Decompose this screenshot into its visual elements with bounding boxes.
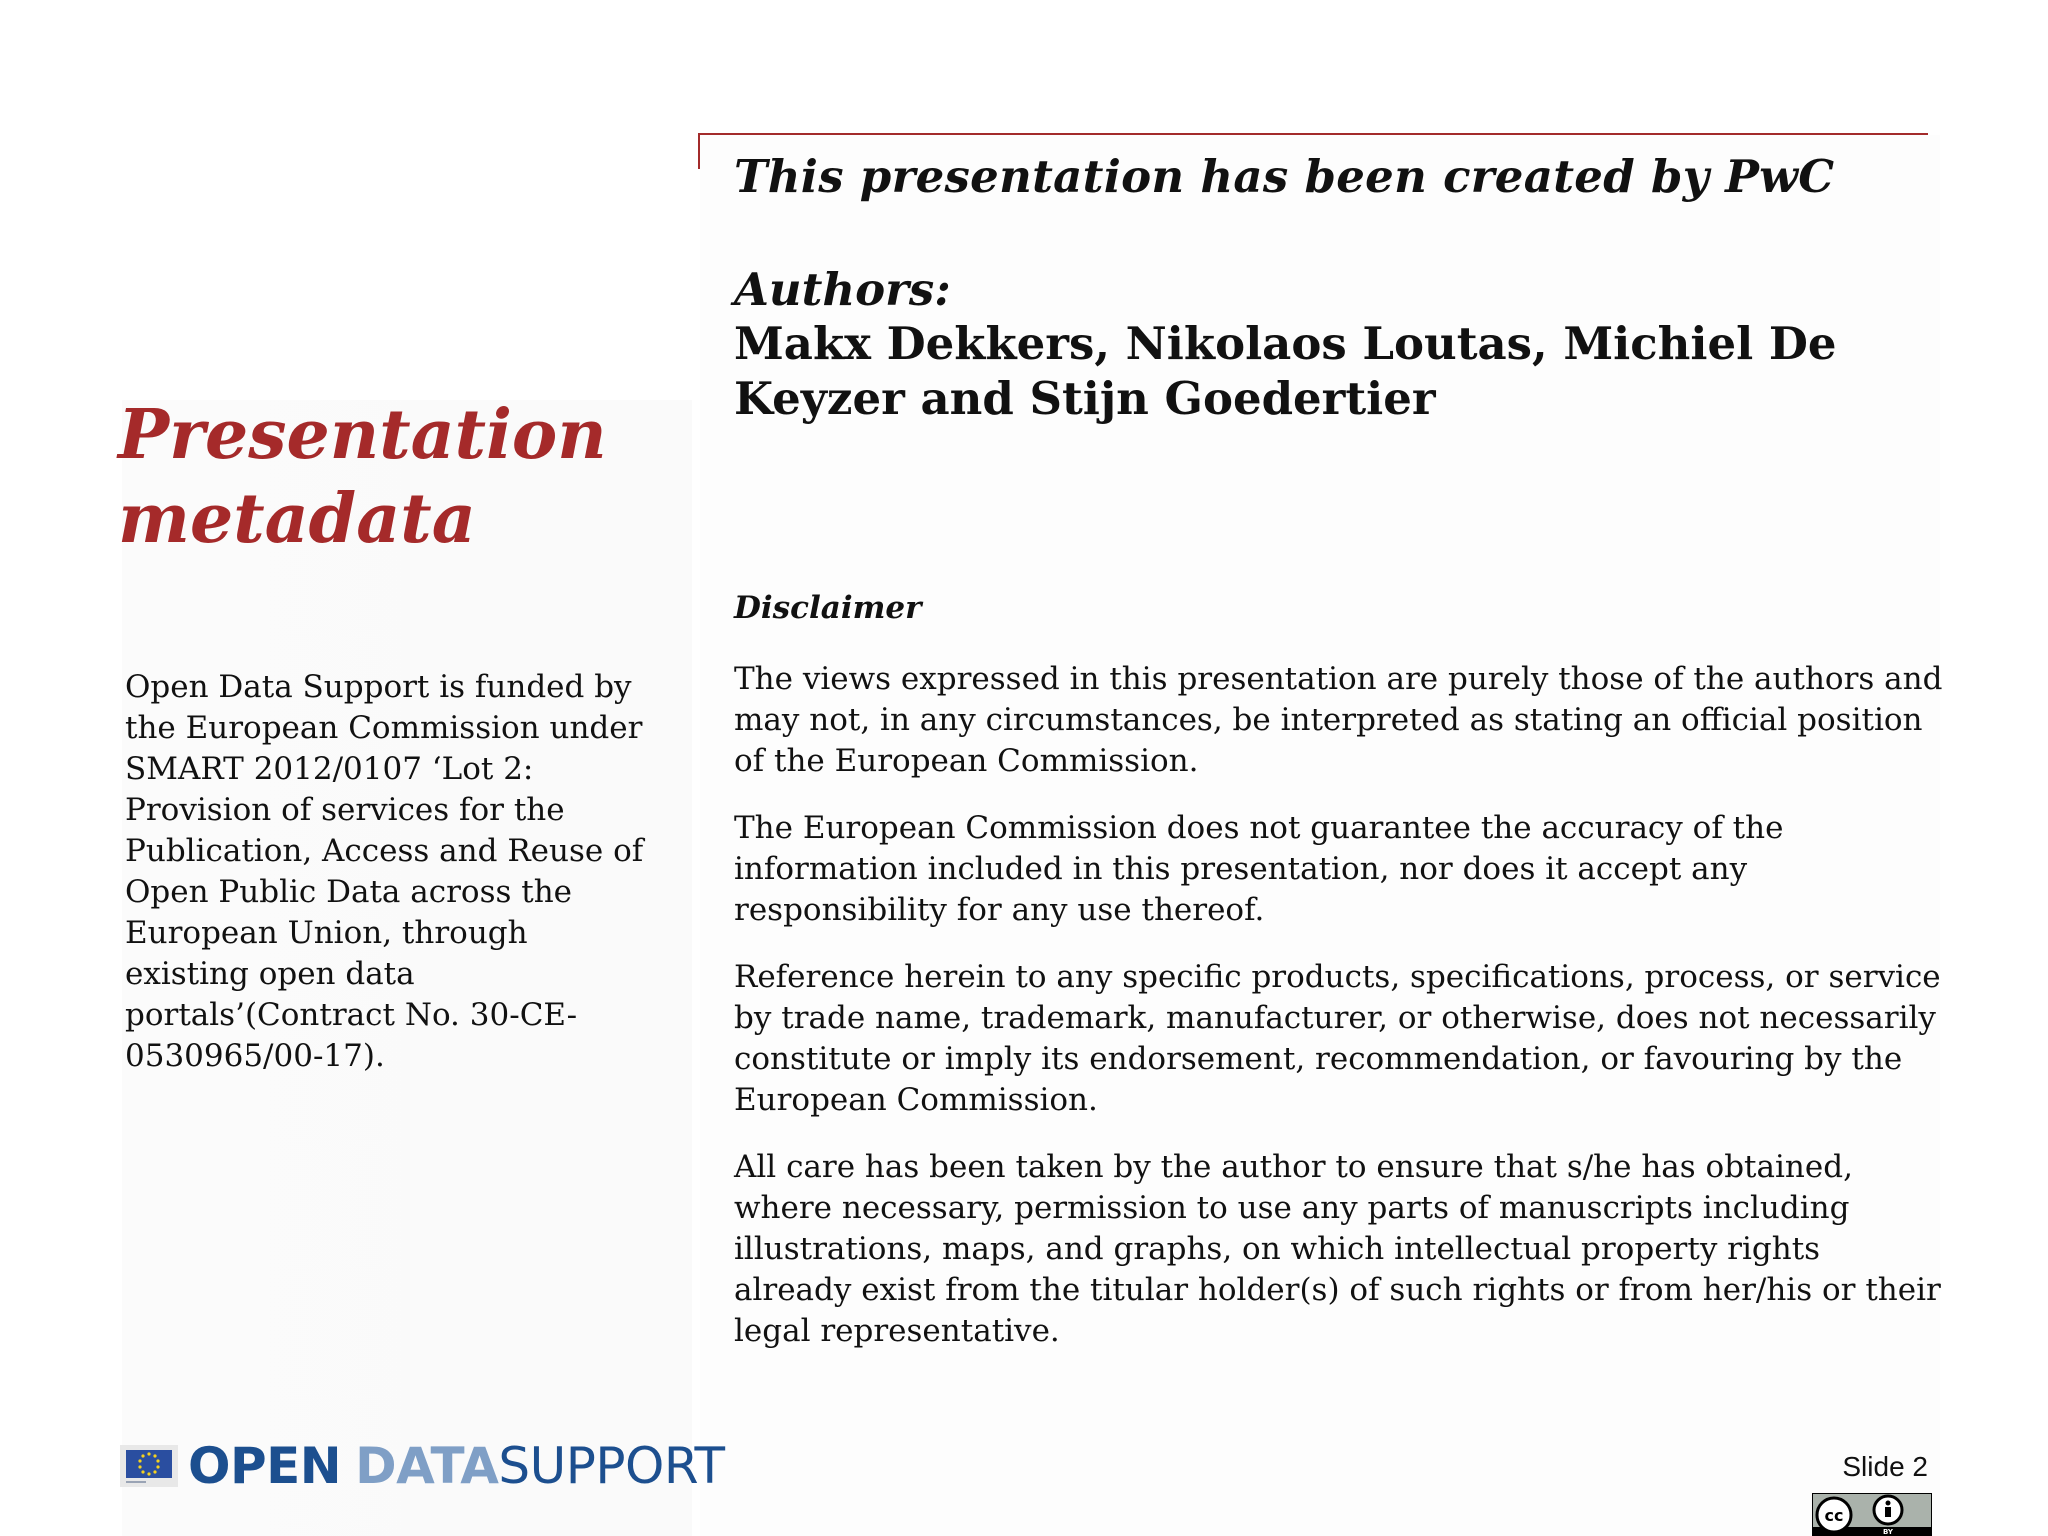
disclaimer-body <box>734 659 1944 1378</box>
logo-support-text: SUPPORT <box>498 1437 725 1495</box>
disclaimer-heading: Disclaimer <box>734 590 922 626</box>
cc-by-icon <box>1812 1493 1932 1536</box>
disclaimer-paragraph: The views expressed in this presentation are purely those of the authors and may not, in any circumstances, be interpreted as stating an official position of the European Commission. <box>734 661 1943 779</box>
slide-number: Slide 2 <box>1842 1451 1928 1482</box>
svg-text:BY: BY <box>1882 1528 1894 1536</box>
eu-flag-icon <box>120 1445 178 1487</box>
page-title: Presentation metadata <box>118 395 607 559</box>
funding-statement: Open Data Support is funded by the European Commission under SMART 2012/0107 ‘Lot 2: Provision of services for the Publication, Access and Reuse of Open Public Data across the European Union, through existing open data portals’(Contract No. 30-CE-0530965/00-17). <box>125 669 644 1074</box>
logo-data-text: DATA <box>355 1437 499 1495</box>
logo-open-text: OPEN <box>188 1437 342 1495</box>
authors-names: Makx Dekkers, Nikolaos Loutas, Michiel De Keyzer and Stijn Goedertier <box>734 317 1837 425</box>
title-rule <box>698 133 1928 135</box>
disclaimer-paragraph: The European Commission does not guarantee the accuracy of the information included in this presentation, nor does it accept any responsibility for any use thereof. <box>734 810 1784 928</box>
authors-label: Authors: <box>734 263 951 316</box>
disclaimer-paragraph: Reference herein to any specific products, specifications, process, or service by trade name, trademark, manufacturer, or otherwise, does not necessarily constitute or imply its endorsement, recommendation, or favouring by the European Commission. <box>734 959 1941 1118</box>
svg-text:cc: cc <box>1824 1506 1844 1525</box>
open-data-support-logo <box>120 1436 725 1496</box>
created-by-heading: This presentation has been created by PwC <box>734 150 1835 203</box>
title-rule-tick <box>698 133 700 169</box>
disclaimer-paragraph: All care has been taken by the author to ensure that s/he has obtained, where necessary, permission to use any parts of manuscripts including illustrations, maps, and graphs, on which intellectual property rights already exist from the titular holder(s) of such rights or from her/his or their legal representative. <box>734 1149 1941 1349</box>
